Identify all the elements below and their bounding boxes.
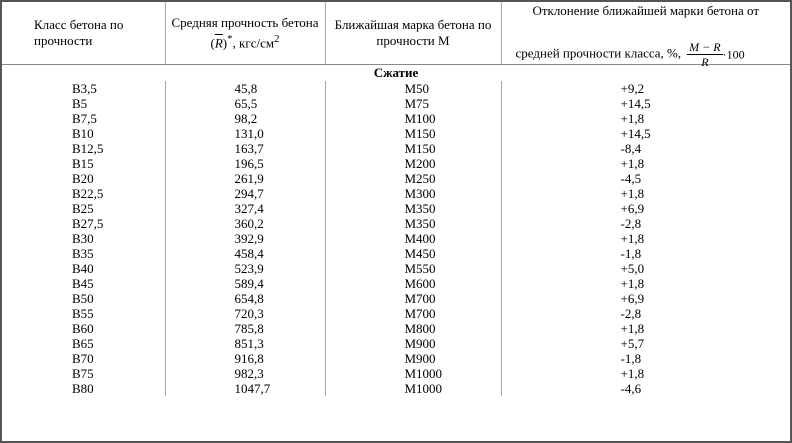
cell-class: B65 xyxy=(72,336,94,351)
cell-strength: 163,7 xyxy=(165,141,325,156)
cell-class: B75 xyxy=(72,366,94,381)
table-row xyxy=(2,366,790,381)
table-row xyxy=(2,216,790,231)
cell-strength: 392,9 xyxy=(165,231,325,246)
cell-strength: 851,3 xyxy=(165,336,325,351)
cell-mark: M100 xyxy=(325,111,501,126)
cell-mark: M50 xyxy=(325,81,501,96)
cell-mark: M75 xyxy=(325,96,501,111)
cell-deviation: +5,0 xyxy=(501,261,790,276)
cell-strength: 916,8 xyxy=(165,351,325,366)
cell-deviation: +1,8 xyxy=(501,276,790,291)
cell-deviation: -2,8 xyxy=(501,216,790,231)
cell-strength: 131,0 xyxy=(165,126,325,141)
header-strength-exponent: 2 xyxy=(274,32,280,45)
cell-strength: 654,8 xyxy=(165,291,325,306)
header-mean-strength xyxy=(165,2,325,65)
cell-strength: 1047,7 xyxy=(165,381,325,396)
cell-mark: M400 xyxy=(325,231,501,246)
cell-class: B50 xyxy=(72,291,94,306)
cell-deviation: +6,9 xyxy=(501,291,790,306)
cell-mark: M150 xyxy=(325,126,501,141)
cell-mark: M1000 xyxy=(325,366,501,381)
cell-class: B3,5 xyxy=(72,81,97,96)
cell-strength: 45,8 xyxy=(165,81,325,96)
table-row xyxy=(2,321,790,336)
table-body xyxy=(2,65,790,397)
table-row xyxy=(2,111,790,126)
cell-deviation: +14,5 xyxy=(501,96,790,111)
cell-mark: M700 xyxy=(325,306,501,321)
header-mark-label: Ближайшая марка бетона по прочности М xyxy=(334,17,492,48)
cell-strength: 785,8 xyxy=(165,321,325,336)
table-row xyxy=(2,126,790,141)
header-strength-paren: ) xyxy=(222,35,228,51)
table-row xyxy=(2,231,790,246)
cell-deviation: +6,9 xyxy=(501,201,790,216)
cell-strength: 360,2 xyxy=(165,216,325,231)
cell-deviation: +1,8 xyxy=(501,231,790,246)
cell-deviation: +1,8 xyxy=(501,321,790,336)
cell-class: B27,5 xyxy=(72,216,104,231)
cell-class: B55 xyxy=(72,306,94,321)
cell-mark: M700 xyxy=(325,291,501,306)
cell-strength: 294,7 xyxy=(165,186,325,201)
header-strength-symbol: $\overline{R}$ xyxy=(214,35,223,51)
cell-class: B35 xyxy=(72,246,94,261)
cell-class: B20 xyxy=(72,171,94,186)
section-label: Сжатие xyxy=(373,65,419,80)
cell-mark: M550 xyxy=(325,261,501,276)
header-class xyxy=(2,2,165,65)
cell-mark: M900 xyxy=(325,336,501,351)
header-row xyxy=(2,2,790,65)
cell-mark: M300 xyxy=(325,186,501,201)
cell-mark: M250 xyxy=(325,171,501,186)
header-deviation-label: средней прочности класса, %, xyxy=(515,45,682,61)
table-row xyxy=(2,96,790,111)
table-row xyxy=(2,276,790,291)
cell-mark: M600 xyxy=(325,276,501,291)
cell-strength: 720,3 xyxy=(165,306,325,321)
cell-mark: M200 xyxy=(325,156,501,171)
cell-deviation: +1,8 xyxy=(501,111,790,126)
cell-deviation: +5,7 xyxy=(501,336,790,351)
cell-class: B22,5 xyxy=(72,186,104,201)
table-row xyxy=(2,381,790,396)
cell-class: B25 xyxy=(72,201,94,216)
cell-mark: M450 xyxy=(325,246,501,261)
cell-strength: 589,4 xyxy=(165,276,325,291)
table-row xyxy=(2,351,790,366)
formula-multiplier: ·100 xyxy=(722,47,745,62)
table-row xyxy=(2,141,790,156)
cell-deviation: +1,8 xyxy=(501,186,790,201)
cell-deviation: -8,4 xyxy=(501,141,790,156)
header-strength-star: * xyxy=(227,32,233,45)
formula-numerator: M − R xyxy=(689,40,721,54)
cell-deviation: +9,2 xyxy=(501,81,790,96)
cell-deviation: -2,8 xyxy=(501,306,790,321)
cell-class: B15 xyxy=(72,156,94,171)
table-row xyxy=(2,261,790,276)
concrete-strength-table xyxy=(2,2,790,396)
header-class-label: Класс бетона по прочности xyxy=(34,17,124,48)
cell-deviation: +1,8 xyxy=(501,366,790,381)
cell-class: B45 xyxy=(72,276,94,291)
deviation-formula xyxy=(687,40,722,69)
table-row xyxy=(2,156,790,171)
cell-deviation: +1,8 xyxy=(501,156,790,171)
header-deviation-top: Отклонение ближайшей марки бетона от xyxy=(532,3,760,18)
cell-mark: M800 xyxy=(325,321,501,336)
cell-mark: M350 xyxy=(325,201,501,216)
cell-class: B12,5 xyxy=(72,141,104,156)
cell-class: B60 xyxy=(72,321,94,336)
table-row xyxy=(2,336,790,351)
formula-denominator: R xyxy=(701,55,709,69)
table-row xyxy=(2,306,790,321)
cell-strength: 327,4 xyxy=(165,201,325,216)
header-deviation-bottom xyxy=(516,40,745,69)
cell-deviation: -4,6 xyxy=(501,381,790,396)
table-row xyxy=(2,81,790,96)
cell-mark: M900 xyxy=(325,351,501,366)
cell-class: B10 xyxy=(72,126,94,141)
table-row xyxy=(2,291,790,306)
table-row xyxy=(2,186,790,201)
table-row xyxy=(2,171,790,186)
cell-deviation: -1,8 xyxy=(501,351,790,366)
cell-strength: 523,9 xyxy=(165,261,325,276)
header-deviation xyxy=(501,2,790,69)
cell-class: B30 xyxy=(72,231,94,246)
table-row xyxy=(2,201,790,216)
cell-deviation: +14,5 xyxy=(501,126,790,141)
header-strength-prefix: Средняя прочность бетона ( xyxy=(171,14,319,51)
header-nearest-mark xyxy=(325,2,501,65)
cell-class: B40 xyxy=(72,261,94,276)
cell-class: B7,5 xyxy=(72,111,97,126)
cell-deviation: -4,5 xyxy=(501,171,790,186)
table-row xyxy=(2,246,790,261)
cell-strength: 65,5 xyxy=(165,96,325,111)
cell-strength: 261,9 xyxy=(165,171,325,186)
cell-deviation: -1,8 xyxy=(501,246,790,261)
cell-class: B80 xyxy=(72,381,94,396)
cell-mark: M150 xyxy=(325,141,501,156)
cell-class: B5 xyxy=(72,96,88,111)
cell-strength: 196,5 xyxy=(165,156,325,171)
cell-strength: 982,3 xyxy=(165,366,325,381)
cell-mark: M350 xyxy=(325,216,501,231)
header-strength-unit: , кгс/см xyxy=(232,35,275,51)
cell-strength: 98,2 xyxy=(165,111,325,126)
cell-mark: M1000 xyxy=(325,381,501,396)
cell-class: B70 xyxy=(72,351,94,366)
cell-strength: 458,4 xyxy=(165,246,325,261)
